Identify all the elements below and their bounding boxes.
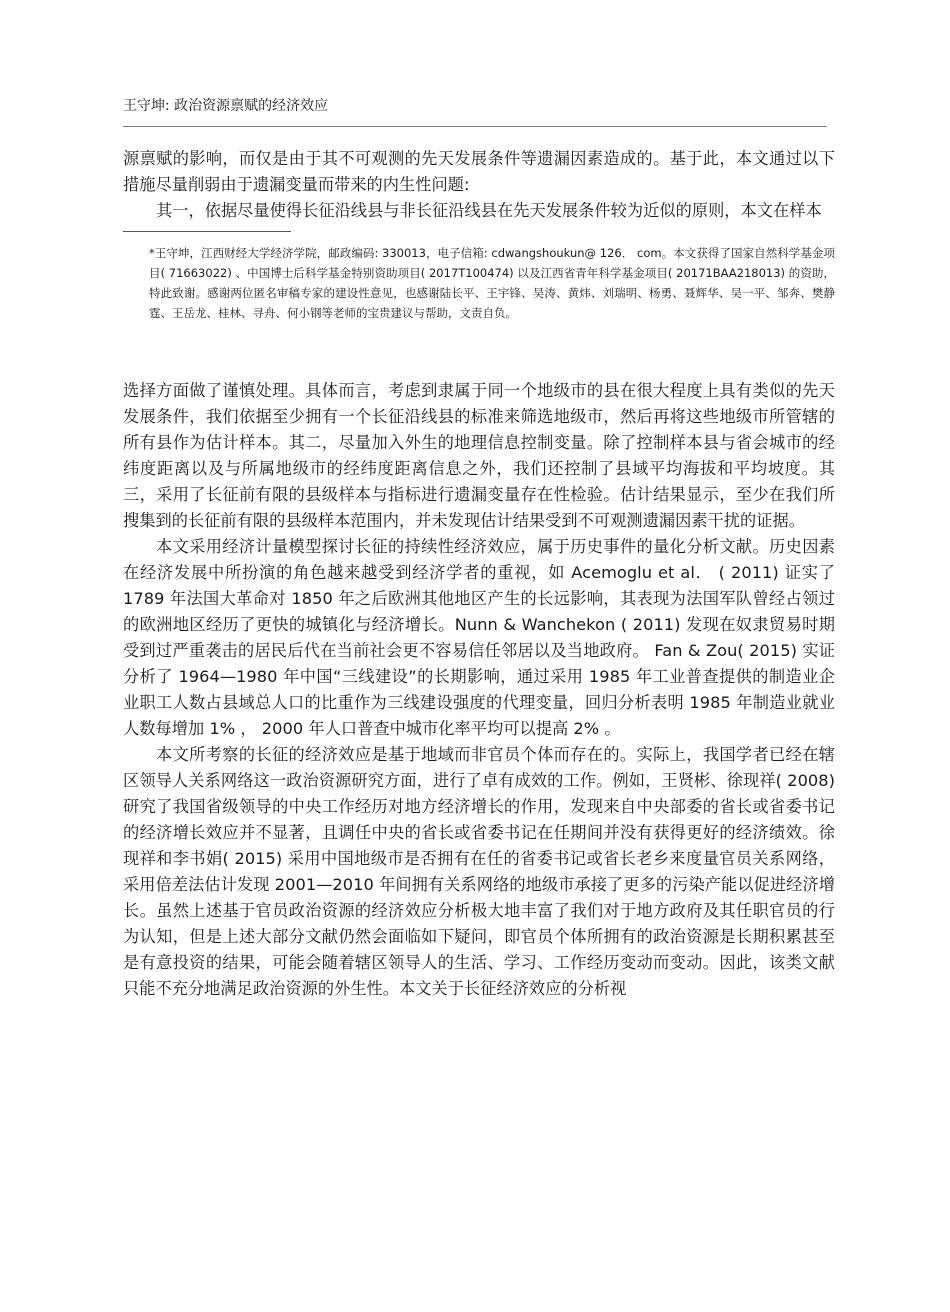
running-header: 王守坤: 政治资源禀赋的经济效应 [123, 98, 329, 114]
measures-continued-paragraph: 选择方面做了谨慎处理。具体而言，考虑到隶属于同一个地级市的县在很大程度上具有类似的先天发展条件，我们依据至少拥有一个长征沿线县的标准来筛选地级市，然后再将这些地级市所管辖的所有县作为估计样本。其二，尽量加入外生的地理信息控制变量。除了控制样本县与省会城市的经纬度距离以及与所属地级市的经纬度距离信息之外，我们还控制了县域平均海拔和平均坡度。其三，采用了长征前有限的县级样本与指标进行遗漏变量存在性检验。估计结果显示，至少在我们所搜集到的长征前有限的县级样本范围内，并未发现估计结果受到不可观测遗漏因素干扰的证据。 [123, 381, 835, 530]
paper-page [123, 0, 833, 1312]
header-rule [123, 126, 827, 127]
first-measure-paragraph: 其一，依据尽量使得长征沿线县与非长征沿线县在先天发展条件较为近似的原则，本文在样本 [156, 201, 822, 220]
footnote-rule [123, 231, 291, 232]
main-text-block [123, 378, 835, 1002]
official-network-paragraph: 本文所考察的长征的经济效应是基于地域而非官员个体而存在的。实际上，我国学者已经在辖区领导人关系网络这一政治资源研究方面，进行了卓有成效的工作。例如，王贤彬、徐现祥( 2008) 研究了我国省级领导的中央工作经历对地方经济增长的作用，发现来自中央部委的省长或省委书记的经济增长效应并不显著，且调任中央的省长或省委书记在任期间并没有获得更好的经济绩效。徐现祥和李书娟( 2015) 采用中国地级市是否拥有在任的省委书记或省长老乡来度量官员关系网络，采用倍差法估计发现 2001—2010 年间拥有关系网络的地级市承接了更多的污染产能以促进经济增长。虽然上述基于官员政治资源的经济效应分析极大地丰富了我们对于地方政府及其任职官员的行为认知，但是上述大部分文献仍然会面临如下疑问，即官员个体所拥有的政治资源是长期积累甚至是有意投资的结果，可能会随着辖区领导人的生活、学习、工作经历变动而变动。因此，该类文献只能不充分地满足政治资源的外生性。本文关于长征经济效应的分析视 [123, 745, 835, 998]
author-footnote: *王守坤，江西财经大学经济学院，邮政编码: 330013，电子信箱: cdwangshoukun@ 126． com。本文获得了国家自然科学基金项目( 71663022) 、中国博士后科学基金特别资助项目( 2017T100474) 以及江西省青年科学基金项目( 20171BAA218013) 的资助，特此致谢。感谢两位匿名审稿专家的建设性意见，也感谢陆长平、王宇锋、吴涛、黄炜、刘瑞明、杨勇、聂辉华、吴一平、邹奔、樊静霆、王岳龙、桂林、寻舟、何小钢等老师的宝贵建议与帮助，文责自负。 [149, 246, 835, 320]
continuation-paragraph: 源禀赋的影响，而仅是由于其不可观测的先天发展条件等遗漏因素造成的。基于此，本文通过以下措施尽量削弱由于遗漏变量而带来的内生性问题: [123, 149, 835, 194]
history-literature-paragraph: 本文采用经济计量模型探讨长征的持续性经济效应，属于历史事件的量化分析文献。历史因素在经济发展中所扮演的角色越来越受到经济学者的重视，如 Acemoglu et al． ( 2011) 证实了 1789 年法国大革命对 1850 年之后欧洲其他地区产生的长远影响，其表现为法国军队曾经占领过的欧洲地区经历了更快的城镇化与经济增长。Nunn & Wanchekon ( 2011) 发现在奴隶贸易时期受到过严重袭击的居民后代在当前社会更不容易信任邻居以及当地政府。 Fan & Zou( 2015) 实证分析了 1964—1980 年中国“三线建设”的长期影响，通过采用 1985 年工业普查提供的制造业企业职工人数占县域总人口的比重作为三线建设强度的代理变量，回归分析表明 1985 年制造业就业人数每增加 1% ， 2000 年人口普查中城市化率平均可以提高 2% 。 [123, 537, 835, 738]
top-text-block [123, 146, 835, 224]
